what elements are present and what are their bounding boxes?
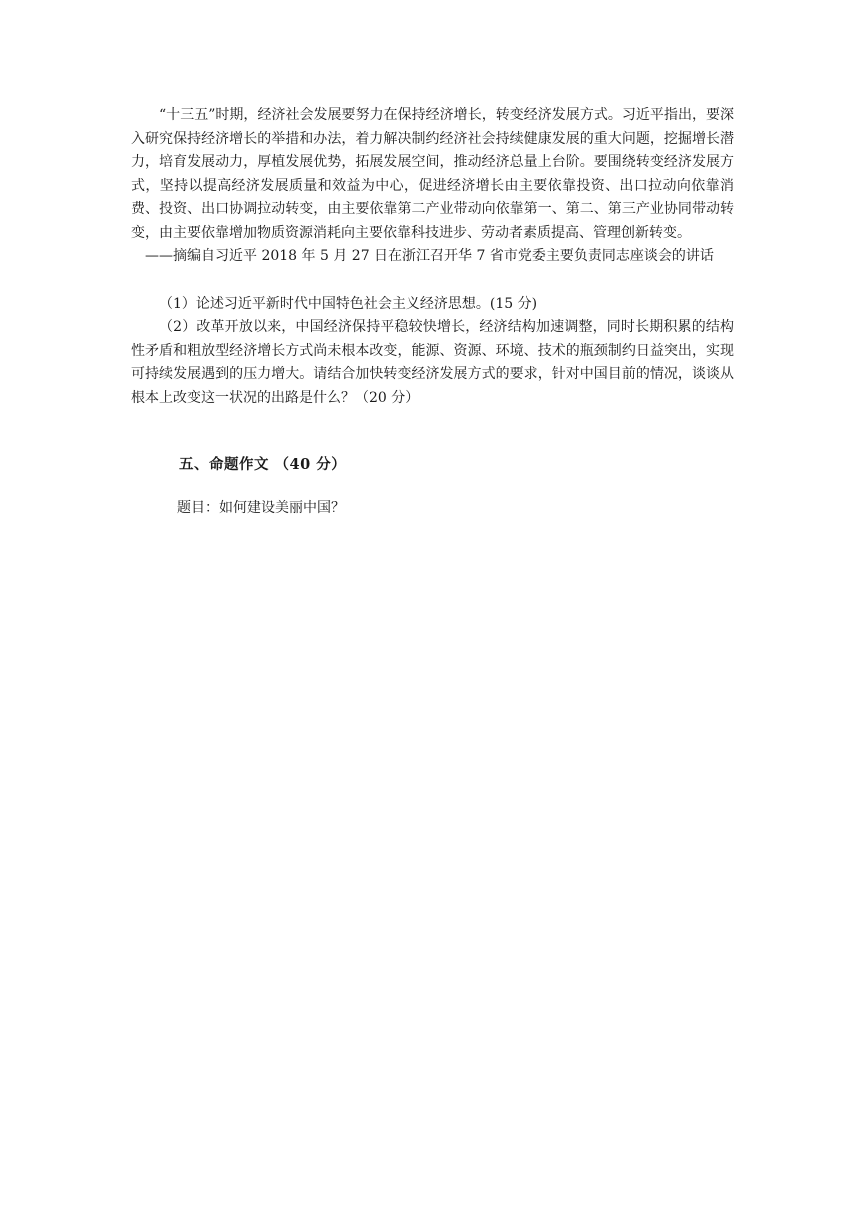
spacer xyxy=(131,410,734,453)
passage-source: ——摘编自习近平 2018 年 5 月 27 日在浙江召开华 7 省市党委主要负责同志座谈会的讲话 xyxy=(145,248,714,264)
document-page xyxy=(131,104,734,520)
spacer xyxy=(131,476,734,497)
question-2: （2）改革开放以来，中国经济保持平稳较快增长，经济结构加速调整，同时长期积累的结构性矛盾和粗放型经济增长方式尚未根本改变，能源、资源、环境、技术的瓶颈制约日益突出，实现可持续发展遇到的压力增大。请结合加快转变经济发展方式的要求，针对中国目前的情况，谈谈从根本上改变这一状况的出路是什么？（20 分） xyxy=(131,319,734,406)
passage-paragraph: “十三五”时期，经济社会发展要努力在保持经济增长，转变经济发展方式。习近平指出，要深入研究保持经济增长的举措和办法，着力解决制约经济社会持续健康发展的重大问题，挖掘增长潜力，培育发展动力，厚植发展优势，拓展发展空间，推动经济总量上台阶。要围绕转变经济发展方式，坚持以提高经济发展质量和效益为中心，促进经济增长由主要依靠投资、出口拉动向依靠消费、投资、出口协调拉动转变，由主要依靠第二产业带动向依靠第一、第二、第三产业协同带动转变，由主要依靠增加物质资源消耗向主要依靠科技进步、劳动者素质提高、管理创新转变。 xyxy=(131,107,734,241)
essay-topic: 题目：如何建设美丽中国？ xyxy=(177,500,345,516)
spacer xyxy=(131,269,734,293)
section-five-heading: 五、命题作文 （40 分） xyxy=(179,456,347,473)
question-1: （1）论述习近平新时代中国特色社会主义经济思想。(15 分) xyxy=(159,295,538,312)
